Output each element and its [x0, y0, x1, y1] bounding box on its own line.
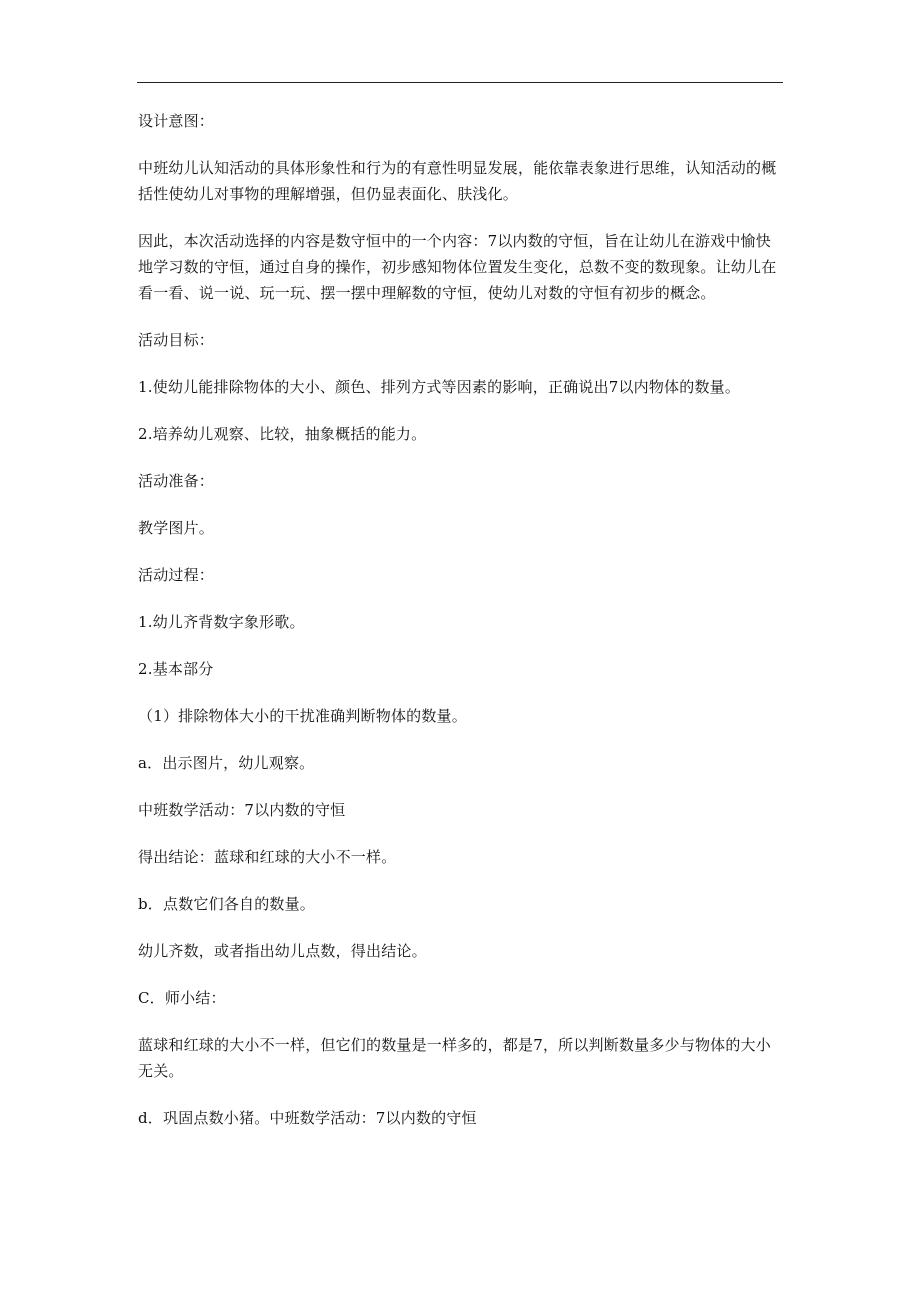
process-step-2: 2.基本部分: [138, 660, 214, 678]
header-rule: [137, 82, 783, 83]
objective-1: 1.使幼儿能排除物体的大小、颜色、排列方式等因素的影响，正确说出7以内物体的数量。: [138, 378, 741, 396]
paragraph-intent-2: 因此，本次活动选择的内容是数守恒中的一个内容：7以内数的守恒，旨在让幼儿在游戏中愉快地学习数的守恒，通过自身的操作，初步感知物体位置发生变化，总数不变的数现象。让幼儿在看一看、说一说、玩一玩、摆一摆中理解数的守恒，使幼儿对数的守恒有初步的概念。: [138, 232, 777, 302]
preparation-item: 教学图片。: [138, 519, 215, 537]
summary-paragraph: 蓝球和红球的大小不一样，但它们的数量是一样多的，都是7，所以判断数量多少与物体的大小无关。: [138, 1036, 771, 1080]
heading-objectives: 活动目标：: [138, 331, 215, 349]
objective-2: 2.培养幼儿观察、比较，抽象概括的能力。: [138, 425, 427, 443]
document-body: [138, 108, 784, 1131]
image-caption-1: 中班数学活动：7以内数的守恒: [138, 801, 346, 819]
counting-note: 幼儿齐数，或者指出幼儿点数，得出结论。: [138, 942, 427, 960]
heading-process: 活动过程：: [138, 566, 215, 584]
heading-preparation: 活动准备：: [138, 472, 215, 490]
step-c: C．师小结：: [138, 989, 226, 1007]
paragraph-intent-1: 中班幼儿认知活动的具体形象性和行为的有意性明显发展，能依靠表象进行思维，认知活动的概括性使幼儿对事物的理解增强，但仍显表面化、肤浅化。: [138, 159, 777, 203]
process-step-1: 1.幼儿齐背数字象形歌。: [138, 613, 305, 631]
step-d: d．巩固点数小猪。中班数学活动：7以内数的守恒: [138, 1109, 477, 1127]
heading-design-intent: 设计意图：: [138, 112, 215, 130]
conclusion-1: 得出结论：蓝球和红球的大小不一样。: [138, 848, 397, 866]
process-substep-1: （1）排除物体大小的干扰准确判断物体的数量。: [138, 707, 467, 725]
step-a: a．出示图片，幼儿观察。: [138, 754, 315, 772]
step-b: b．点数它们各自的数量。: [138, 895, 316, 913]
